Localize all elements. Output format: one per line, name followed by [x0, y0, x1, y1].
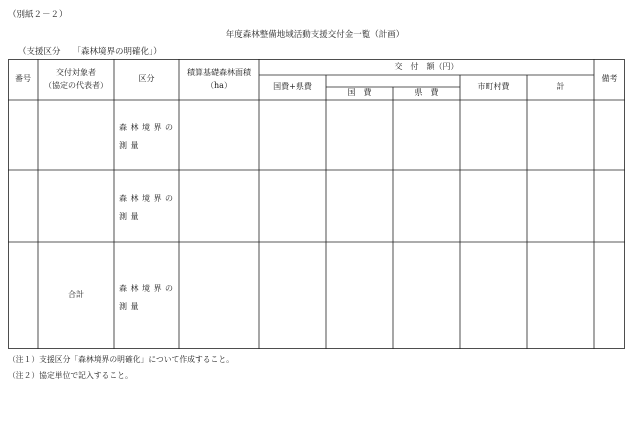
header-area	[179, 59, 259, 100]
grant-table	[8, 59, 625, 349]
document-title: 年度森林整備地域活動支援交付金一覧（計画）	[225, 30, 405, 40]
row-2-division	[119, 190, 177, 225]
support-category-prefix: （支援区分	[18, 47, 61, 57]
header-remarks: 備考	[601, 74, 618, 84]
row-1-division-line1: 森林境界の	[119, 123, 177, 132]
header-recipient	[38, 59, 114, 100]
row-2-division-line2: 測量	[119, 211, 142, 221]
note-1: （注１）支援区分「森林境界の明確化」について作成すること。	[8, 355, 234, 364]
header-total: 計	[556, 82, 565, 92]
header-national-plus-prefectural: 国費+県費	[273, 82, 312, 92]
row-total-division-line1: 森林境界の	[119, 284, 177, 293]
row-total-division	[119, 280, 177, 315]
row-2-number	[8, 170, 38, 242]
header-national: 国 費	[347, 88, 372, 98]
support-category-value: 「森林境界の明確化」）	[72, 47, 162, 57]
header-division: 区分	[138, 74, 155, 84]
support-category	[18, 45, 162, 57]
header-area-line2: （ha）	[206, 80, 232, 90]
header-prefectural: 県 費	[414, 88, 439, 98]
row-1-division	[119, 119, 177, 154]
note-2: （注２）協定単位で記入すること。	[8, 371, 133, 380]
header-recipient-line1: 交付対象者	[56, 68, 96, 78]
header-recipient-line2: （協定の代表者）	[44, 80, 108, 90]
row-total-label: 合計	[68, 290, 84, 300]
annex-label: （別紙２－２）	[8, 10, 68, 20]
row-2-division-line1: 森林境界の	[119, 194, 177, 203]
header-area-line1: 積算基礎森林面積	[187, 68, 251, 78]
row-1-division-line2: 測量	[119, 140, 142, 150]
row-1-number	[8, 100, 38, 170]
row-total-division-line2: 測量	[119, 301, 142, 311]
header-grant-amount: 交 付 額（円）	[394, 61, 459, 71]
header-number: 番号	[15, 74, 31, 84]
header-municipal: 市町村費	[477, 82, 510, 92]
